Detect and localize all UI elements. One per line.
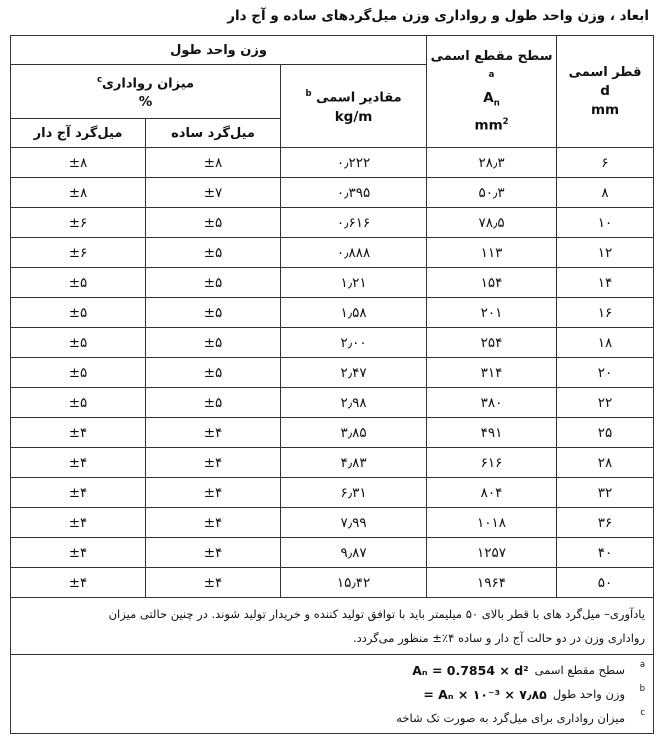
footnote-c-text: میزان رواداری برای میل‌گرد به صورت تک شاخه: [396, 711, 626, 725]
header-diameter-symbol: d: [600, 83, 610, 99]
header-tolerance-unit: %: [138, 94, 153, 111]
cell-plain-tolerance: ±۴: [146, 508, 281, 538]
table-row: [11, 448, 654, 478]
table-row: [11, 538, 654, 568]
cell-ribbed-tolerance: ±۸: [11, 148, 146, 178]
header-area-symbol: A: [483, 89, 494, 106]
cell-plain-tolerance: ±۴: [146, 448, 281, 478]
table-row: [11, 358, 654, 388]
cell-ribbed-tolerance: ±۴: [11, 508, 146, 538]
header-area-unit-sup: 2: [502, 117, 509, 128]
cell-weight: ۴٫۸۳: [281, 448, 427, 478]
footnote-b-text: وزن واحد طول: [552, 687, 626, 701]
cell-diameter: ۳۲: [557, 478, 654, 508]
rebar-table: [10, 35, 654, 734]
cell-plain-tolerance: ±۵: [146, 328, 281, 358]
cell-diameter: ۲۰: [557, 358, 654, 388]
table-row: [11, 418, 654, 448]
footnote-a-text: سطح مقطع اسمی: [534, 663, 626, 677]
table-row: [11, 148, 654, 178]
cell-weight: ۶٫۳۱: [281, 478, 427, 508]
header-nominal-label: مقادیر اسمی: [316, 90, 402, 106]
table-row: [11, 388, 654, 418]
cell-ribbed-tolerance: ±۶: [11, 208, 146, 238]
cell-ribbed-tolerance: ±۴: [11, 418, 146, 448]
cell-area: ۱۲۵۷: [427, 538, 557, 568]
cell-area: ۱۹۶۴: [427, 568, 557, 598]
cell-plain-tolerance: ±۵: [146, 238, 281, 268]
cell-diameter: ۲۲: [557, 388, 654, 418]
cell-diameter: ۱۸: [557, 328, 654, 358]
table-row: [11, 208, 654, 238]
cell-area: ۲۰۱: [427, 298, 557, 328]
note: [11, 598, 654, 655]
cell-diameter: ۱۰: [557, 208, 654, 238]
cell-diameter: ۸: [557, 178, 654, 208]
cell-plain-tolerance: ±۸: [146, 148, 281, 178]
cell-plain-tolerance: ±۴: [146, 418, 281, 448]
cell-weight: ۰٫۸۸۸: [281, 238, 427, 268]
cell-weight: ۱۵٫۴۲: [281, 568, 427, 598]
cell-area: ۵۰٫۳: [427, 178, 557, 208]
header-area-symbol-sub: n: [493, 98, 500, 109]
cell-weight: ۲٫۰۰: [281, 328, 427, 358]
cell-plain-tolerance: ±۷: [146, 178, 281, 208]
table-row: [11, 238, 654, 268]
cell-area: ۱۰۱۸: [427, 508, 557, 538]
header-diameter-label: قطر اسمی: [568, 65, 642, 80]
cell-weight: ۲٫۹۸: [281, 388, 427, 418]
cell-diameter: ۲۸: [557, 448, 654, 478]
header-ribbed-bar: میل‌گرد آج دار: [11, 119, 146, 148]
header-diameter-unit: mm: [590, 102, 620, 118]
cell-diameter: ۵۰: [557, 568, 654, 598]
note-line-1: یادآوری– میل‌گرد های با قطر بالای ۵۰ میلیمتر باید با توافق تولید کننده و خریدار تولید شوند. در چنین حالتی میزان: [108, 607, 646, 621]
table-row: [11, 178, 654, 208]
cell-weight: ۱٫۵۸: [281, 298, 427, 328]
header-nominal-unit: kg/m: [334, 108, 373, 125]
cell-weight: ۷٫۹۹: [281, 508, 427, 538]
table-row: [11, 298, 654, 328]
cell-weight: ۱٫۲۱: [281, 268, 427, 298]
cell-area: ۳۸۰: [427, 388, 557, 418]
note-line-2: رواداری وزن در دو حالت آج دار و ساده ۴٪± منظور می‌گردد.: [352, 631, 646, 645]
header-tolerance: [11, 65, 281, 119]
header-diameter: [557, 36, 654, 148]
cell-ribbed-tolerance: ±۵: [11, 268, 146, 298]
cell-area: ۷۸٫۵: [427, 208, 557, 238]
footnote-b-formula: = Aₙ × ۱۰⁻³ × ۷٫۸۵: [423, 686, 547, 702]
cell-diameter: ۲۵: [557, 418, 654, 448]
table-row: [11, 328, 654, 358]
table-row: [11, 508, 654, 538]
cell-diameter: ۴۰: [557, 538, 654, 568]
footnote-a-mark: a: [639, 660, 646, 670]
cell-weight: ۰٫۶۱۶: [281, 208, 427, 238]
cell-plain-tolerance: ±۵: [146, 298, 281, 328]
header-nominal-mark: b: [305, 89, 312, 100]
table-row: [11, 568, 654, 598]
cell-ribbed-tolerance: ±۵: [11, 328, 146, 358]
footnote-a-formula: Aₙ = 0.7854 × d²: [412, 662, 529, 678]
cell-area: ۳۱۴: [427, 358, 557, 388]
cell-diameter: ۱۴: [557, 268, 654, 298]
cell-area: ۸۰۴: [427, 478, 557, 508]
cell-diameter: ۱۶: [557, 298, 654, 328]
header-area-unit: mm: [474, 117, 503, 134]
cell-weight: ۰٫۳۹۵: [281, 178, 427, 208]
cell-ribbed-tolerance: ±۵: [11, 388, 146, 418]
header-weight-group: وزن واحد طول: [11, 36, 427, 65]
cell-area: ۲۸٫۳: [427, 148, 557, 178]
header-area: [427, 36, 557, 148]
header-plain-bar: میل‌گرد ساده: [146, 119, 281, 148]
cell-weight: ۲٫۴۷: [281, 358, 427, 388]
footnote-b: [19, 682, 645, 706]
cell-weight: ۳٫۸۵: [281, 418, 427, 448]
footnotes: [11, 655, 654, 734]
cell-plain-tolerance: ±۴: [146, 538, 281, 568]
cell-ribbed-tolerance: ±۶: [11, 238, 146, 268]
cell-area: ۶۱۶: [427, 448, 557, 478]
cell-ribbed-tolerance: ±۴: [11, 448, 146, 478]
header-nominal-value: [281, 65, 427, 148]
cell-weight: ۹٫۸۷: [281, 538, 427, 568]
cell-ribbed-tolerance: ±۴: [11, 538, 146, 568]
cell-weight: ۰٫۲۲۲: [281, 148, 427, 178]
cell-area: ۲۵۴: [427, 328, 557, 358]
cell-diameter: ۶: [557, 148, 654, 178]
cell-ribbed-tolerance: ±۵: [11, 298, 146, 328]
header-area-label: سطح مقطع اسمی: [430, 49, 553, 65]
footnote-b-mark: b: [639, 684, 646, 694]
footnote-c-mark: c: [640, 708, 646, 718]
cell-area: ۱۵۴: [427, 268, 557, 298]
cell-diameter: ۳۶: [557, 508, 654, 538]
table-row: [11, 268, 654, 298]
table-row: [11, 478, 654, 508]
cell-plain-tolerance: ±۵: [146, 358, 281, 388]
cell-plain-tolerance: ±۴: [146, 478, 281, 508]
cell-plain-tolerance: ±۵: [146, 268, 281, 298]
cell-plain-tolerance: ±۴: [146, 568, 281, 598]
cell-area: ۴۹۱: [427, 418, 557, 448]
cell-ribbed-tolerance: ±۵: [11, 358, 146, 388]
table-title: ابعاد ، وزن واحد طول و رواداری وزن میل‌گردهای ساده و آج دار: [227, 8, 649, 24]
cell-plain-tolerance: ±۵: [146, 388, 281, 418]
footnote-c: [19, 706, 645, 730]
footnote-a: [19, 658, 645, 682]
header-tolerance-mark: c: [96, 74, 102, 85]
header-tolerance-label: میزان رواداری: [102, 76, 195, 92]
cell-ribbed-tolerance: ±۸: [11, 178, 146, 208]
header-area-mark: a: [488, 70, 495, 81]
cell-area: ۱۱۳: [427, 238, 557, 268]
cell-plain-tolerance: ±۵: [146, 208, 281, 238]
cell-diameter: ۱۲: [557, 238, 654, 268]
cell-ribbed-tolerance: ±۴: [11, 478, 146, 508]
cell-ribbed-tolerance: ±۴: [11, 568, 146, 598]
